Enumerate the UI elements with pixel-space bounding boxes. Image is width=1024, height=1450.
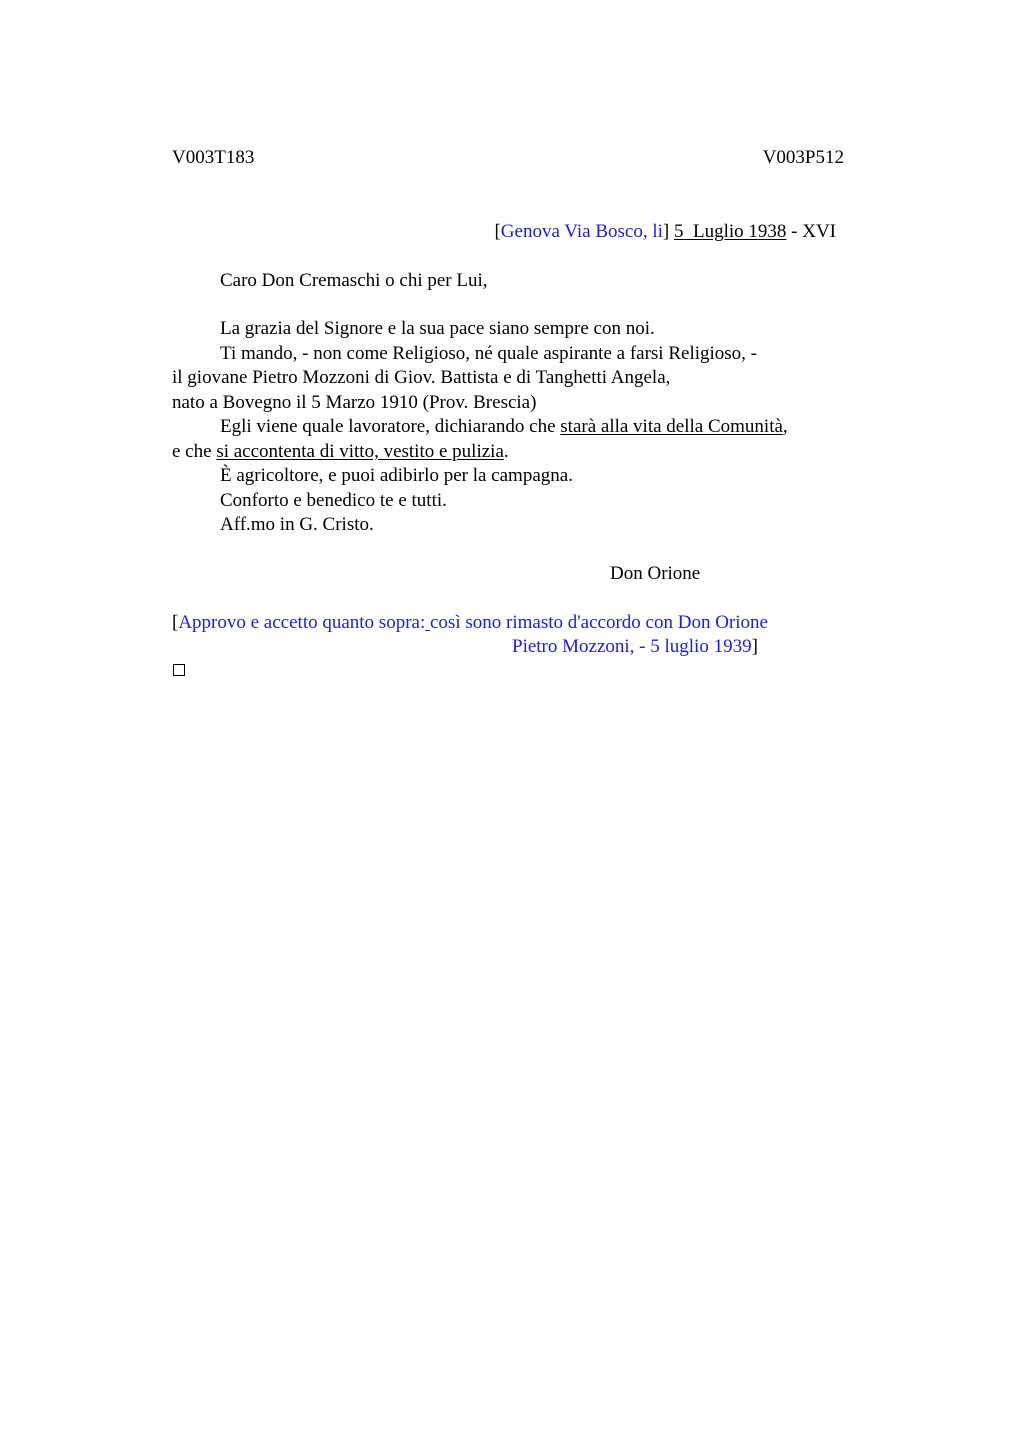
left-reference-code: V003T183 (172, 147, 255, 168)
body-line-3: il giovane Pietro Mozzoni di Giov. Battista e di Tanghetti Angela, (172, 367, 671, 388)
addendum-open-bracket: [ (172, 612, 179, 633)
body-line-5-text: Egli viene quale lavoratore, dichiarando che (220, 416, 561, 437)
right-reference-code: V003P512 (762, 147, 844, 168)
dateline-open-bracket: [ (494, 221, 501, 242)
body-line-6-text: e che (172, 441, 217, 462)
body-line-6-underlined: si accontenta di vitto, vestito e pulizia (216, 441, 504, 462)
body-line-2: Ti mando, - non come Religioso, né quale aspirante a farsi Religioso, - (220, 343, 758, 364)
body-line-4: nato a Bovegno il 5 Marzo 1910 (Prov. Brescia) (172, 392, 537, 413)
dateline-era: - XVI (786, 221, 836, 242)
body-line-5 (220, 415, 788, 439)
empty-box-glyph (173, 664, 185, 676)
body-line-5-underlined: starà alla vita della Comunità (560, 416, 783, 437)
dateline-place: Genova Via Bosco, li (500, 221, 663, 242)
dateline-close-bracket: ] (662, 221, 670, 242)
salutation: Caro Don Cremaschi o chi per Lui, (220, 270, 488, 291)
dateline (494, 220, 836, 244)
body-line-9: Aff.mo in G. Cristo. (220, 514, 374, 535)
addendum-text-a: Approvo e accetto quanto sopra: (178, 612, 426, 633)
addendum-line-1 (172, 611, 768, 635)
addendum-line-2 (512, 635, 758, 659)
signature: Don Orione (610, 563, 701, 584)
addendum-signer: Pietro Mozzoni, - 5 luglio 1939 (512, 636, 752, 657)
addendum-text-b: così sono rimasto d'accordo con Don Orione (430, 612, 768, 633)
body-line-5-end: , (782, 416, 788, 437)
body-line-8: Conforto e benedico te e tutti. (220, 490, 447, 511)
body-line-6 (172, 440, 509, 464)
body-line-1: La grazia del Signore e la sua pace siano sempre con noi. (220, 318, 655, 339)
addendum-close-bracket: ] (751, 636, 758, 657)
dateline-date: 5 Luglio 1938 (673, 221, 787, 242)
body-line-7: È agricoltore, e puoi adibirlo per la campagna. (220, 465, 573, 486)
body-line-6-end: . (503, 441, 509, 462)
